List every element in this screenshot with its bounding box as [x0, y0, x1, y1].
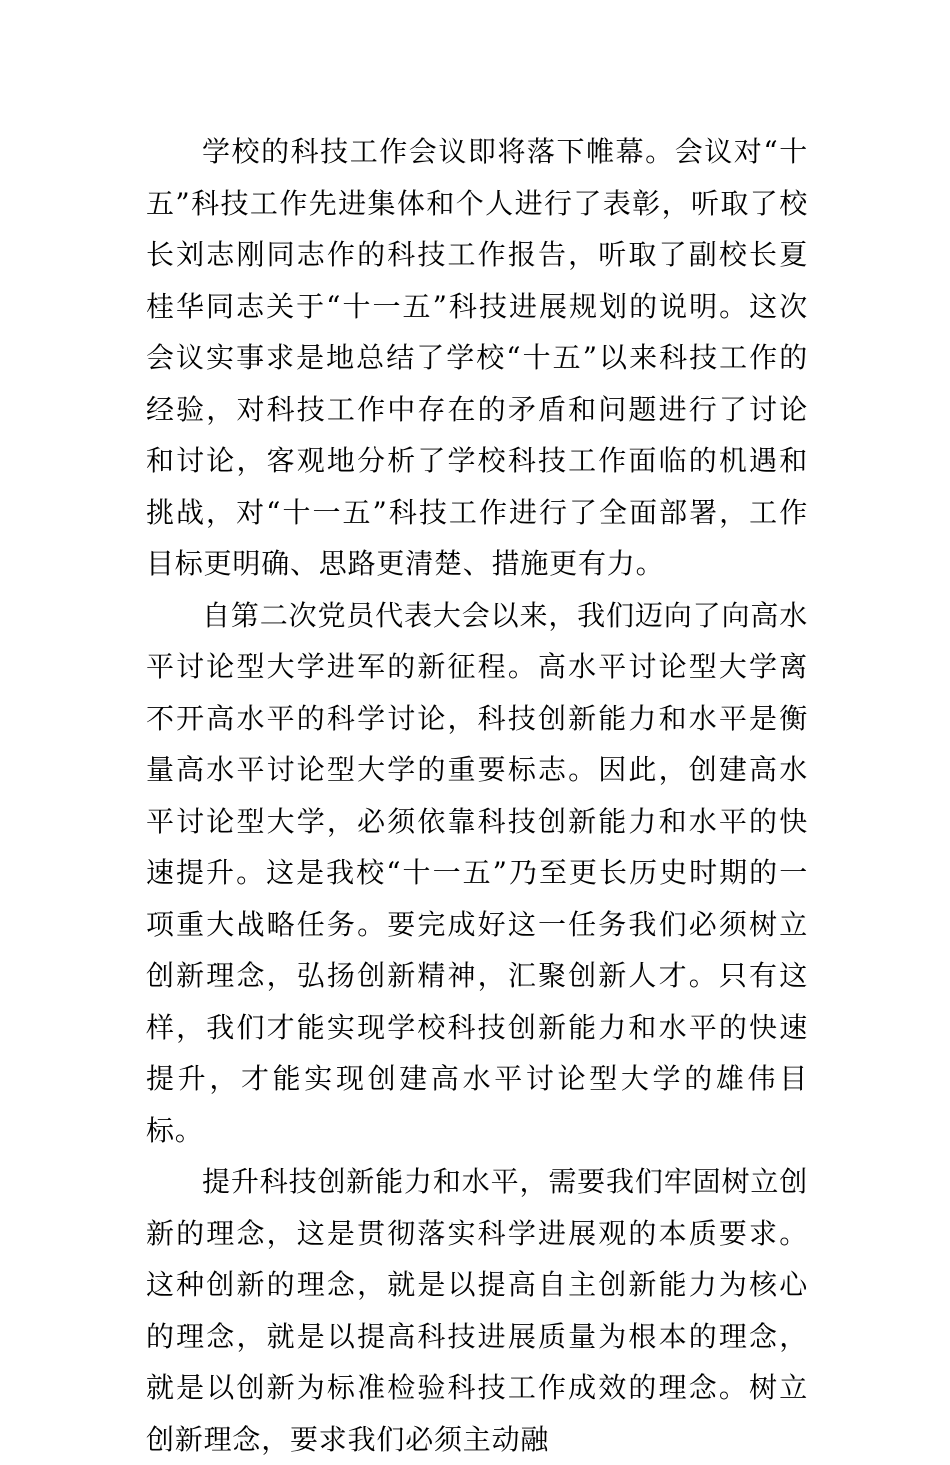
document-body	[146, 126, 808, 1465]
paragraph-2: 自第二次党员代表大会以来，我们迈向了向高水平讨论型大学进军的新征程。高水平讨论型大学离不开高水平的科学讨论，科技创新能力和水平是衡量高水平讨论型大学的重要标志。因此，创建高水平讨论型大学，必须依靠科技创新能力和水平的快速提升。这是我校“十一五”乃至更长历史时期的一项重大战略任务。要完成好这一任务我们必须树立创新理念，弘扬创新精神，汇聚创新人才。只有这样，我们才能实现学校科技创新能力和水平的快速提升，才能实现创建高水平讨论型大学的雄伟目标。	[146, 598, 808, 1147]
paragraph-3: 提升科技创新能力和水平，需要我们牢固树立创新的理念，这是贯彻落实科学进展观的本质要求。这种创新的理念，就是以提高自主创新能力为核心的理念，就是以提高科技进展质量为根本的理念，就是以创新为标准检验科技工作成效的理念。树立创新理念，要求我们必须主动融	[146, 1165, 808, 1456]
paragraph-1: 学校的科技工作会议即将落下帷幕。会议对“十五”科技工作先进集体和个人进行了表彰，听取了校长刘志刚同志作的科技工作报告，听取了副校长夏桂华同志关于“十一五”科技进展规划的说明。这次会议实事求是地总结了学校“十五”以来科技工作的经验，对科技工作中存在的矛盾和问题进行了讨论和讨论，客观地分析了学校科技工作面临的机遇和挑战，对“十一五”科技工作进行了全面部署，工作目标更明确、思路更清楚、措施更有力。	[146, 135, 808, 580]
